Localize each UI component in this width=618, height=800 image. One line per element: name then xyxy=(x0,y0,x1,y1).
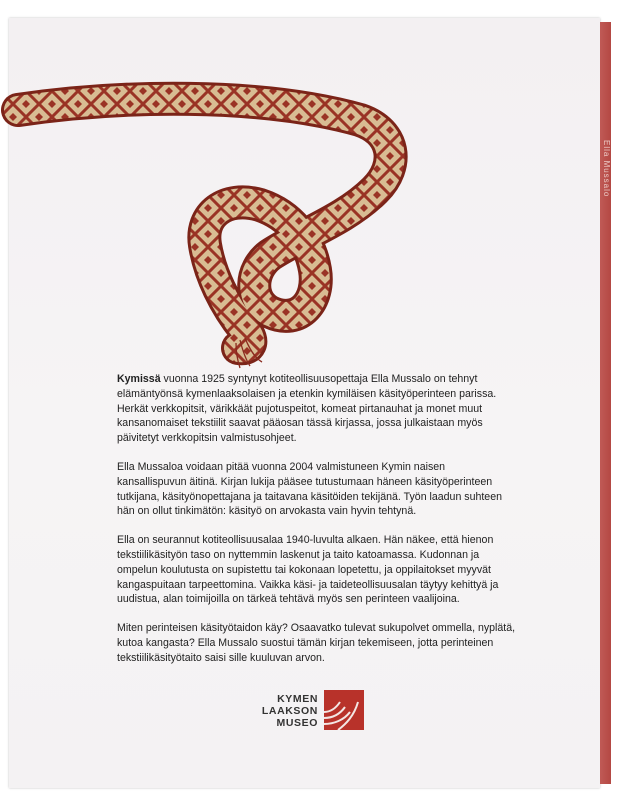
band-pattern xyxy=(18,99,391,349)
paragraph-4-body: Miten perinteisen käsityötaidon käy? Osaavatko tulevat sukupolvet ommella, nyplätä, kutoa kangasta? Ella Mussalo suostui tämän kirjan tekemiseen, jotta perinteinen tekstiilikäsityötaito saisi sille kuuluvan arvon. xyxy=(117,622,516,664)
spine-title: Ella Mussalo xyxy=(602,140,611,198)
logo-line-2: LAAKSON xyxy=(261,705,318,717)
paragraph-4 xyxy=(117,621,517,665)
paragraph-1-lead: Kymissä xyxy=(117,373,161,385)
paragraph-1-body: vuonna 1925 syntynyt kotiteollisuusopettaja Ella Mussalo on tehnyt elämäntyönsä kymenlaaksolaisen ja etenkin kymiläisen käsityöperinteen parissa. Herkät verkkopitsit, värikkäät pujotuspeitot, komeat pirtanauhat ja monet muut kansanomaiset tekstiilit saavat pääosan tässä kirjassa, jossa julkaistaan myös päivitetyt verkkopitsin valmistusohjeet. xyxy=(117,373,497,445)
paragraph-3-body: Ella on seurannut kotiteollisuusalaa 1940-luvulta alkaen. Hän näkee, että hienon tekstiilikäsityön taso on nyttemmin laskenut ja taito katoamassa. Kudonnan ja ompelun koulutusta on supistettu tai kokonaan lopetettu, ja oppilaitokset myyvät kangaspuitaan tarpeettomina. Vaikka käsi- ja taideteollisuusalan täytyy kehittyä ja uudistua, alan toimijoilla on tärkeä tehtävä myös sen perinteen vaalijoina. xyxy=(117,534,499,606)
logo-line-3: MUSEO xyxy=(276,717,318,729)
blurb-text xyxy=(117,372,517,680)
logo-wordmark xyxy=(228,693,318,729)
paragraph-2 xyxy=(117,460,517,519)
paragraph-1 xyxy=(117,372,517,446)
publisher-logo xyxy=(228,690,388,740)
paragraph-2-body: Ella Mussaloa voidaan pitää vuonna 2004 valmistuneen Kymin naisen kansallispuvun äitinä. Kirjan lukija pääsee tutustumaan häneen käsityöperinteen tutkijana, käsityönopettajana ja taitavana käsitöiden tekijänä. Työn laadun suhteen hän on ollut tinkimätön: käsityö on arvokasta vain hyvin tehtynä. xyxy=(117,460,502,518)
logo-line-1: KYMEN xyxy=(277,693,318,705)
museum-mark-icon xyxy=(324,690,364,730)
paragraph-3 xyxy=(117,533,517,607)
